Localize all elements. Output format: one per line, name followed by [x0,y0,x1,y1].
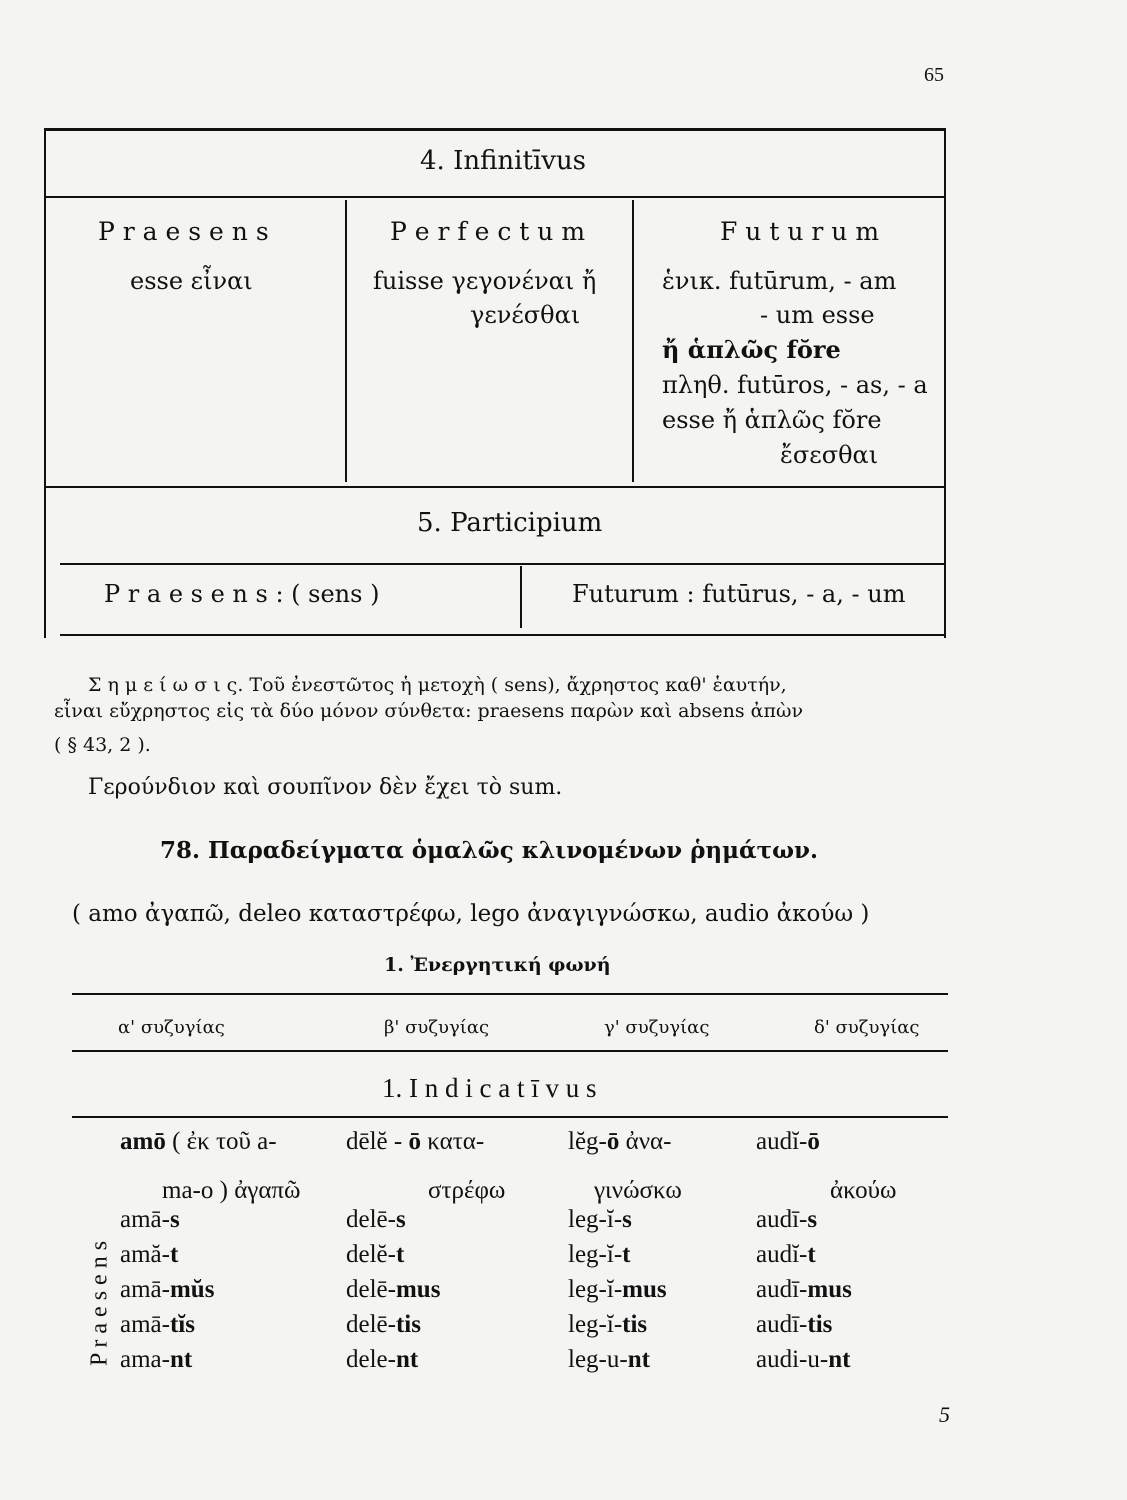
form-c1-4: amā-tĭs [120,1311,195,1338]
futurum-line-6: ἔσεσθαι [780,441,879,469]
note-line-1: Σ η μ ε ί ω σ ι ς. Τοῦ ἐνεστῶτος ἡ μετοχὴ ( sens), ἄχρηστος καθ' ἑαυτήν, [88,674,787,696]
indicative-title: 1. I n d i c a t ī v u s [382,1073,597,1103]
form-c3-3: leg-ĭ-mus [568,1276,667,1303]
header-praesens: P r a e s e n s [98,217,269,246]
header-perfectum: P e r f e c t u m [390,217,586,246]
participle-praesens: P r a e s e n s : ( sens ) [104,580,380,608]
form-c3-4: leg-ĭ-tis [568,1311,648,1338]
form-c2-1: delē-s [346,1206,406,1233]
page-number: 65 [924,64,944,86]
form-c3-2: leg-ĭ-t [568,1241,631,1268]
futurum-line-5: esse ἤ ἁπλῶς fŏre [662,406,882,434]
futurum-line-3: ἤ ἁπλῶς fŏre [662,335,841,364]
note-line-2: εἶναι εὔχρηστος εἰς τὰ δύο μόνον σύνθετα: praesens παρὼν καὶ absens ἀπὼν [54,700,804,722]
lemma-c2-gloss: στρέφω [428,1177,506,1204]
verb-examples: ( amo ἀγαπῶ, deleo καταστρέφω, lego ἀναγιγνώσκω, audio ἀκούω ) [72,901,870,927]
form-c4-3: audī-mus [756,1276,852,1303]
form-c4-2: audĭ-t [756,1241,816,1268]
form-c1-3: amā-mŭs [120,1276,215,1303]
form-c2-2: delĕ-t [346,1241,405,1268]
perfectum-line-2: γενέσθαι [470,301,581,329]
form-c3-1: leg-ĭ-s [568,1206,632,1233]
participle-futurum: Futurum : futūrus, - a, - um [572,580,906,608]
form-c1-2: amă-t [120,1241,179,1268]
footer-number: 5 [939,1402,950,1427]
futurum-line-2: - um esse [760,301,875,329]
lemma-c3-gloss: γινώσκω [594,1177,682,1204]
conjugation-header-4: δ' συζυγίας [814,1017,920,1038]
conjugation-header-1: α' συζυγίας [118,1017,225,1038]
praesens-value: esse εἶναι [130,267,253,295]
note-line-4: Γερούνδιον καὶ σουπῖνον δὲν ἔχει τὸ sum. [88,775,563,800]
lemma-c4: audĭ-ō [756,1128,820,1155]
tense-label-praesens: P r a e s e n s [86,1240,113,1367]
participle-title: 5. Participium [417,508,603,538]
form-c4-4: audī-tis [756,1311,833,1338]
infinitive-title: 4. Infinitīvus [420,146,587,176]
section-heading: 78. Παραδείγματα ὁμαλῶς κλινομένων ῥημάτων. [160,837,819,864]
lemma-c1: amō ( ἐκ τοῦ a- [120,1128,277,1155]
form-c3-5: leg-u-nt [568,1346,650,1373]
futurum-line-4: πληθ. futūros, - as, - a [662,371,928,399]
lemma-c4-gloss: ἀκούω [830,1177,897,1204]
form-c2-3: delē-mus [346,1276,441,1303]
form-c4-5: audi-u-nt [756,1346,851,1373]
form-c1-1: amā-s [120,1206,180,1233]
conjugation-header-2: β' συζυγίας [384,1017,490,1038]
lemma-c3: lĕg-ō ἀνα- [568,1128,672,1155]
form-c1-5: ama-nt [120,1346,193,1373]
conjugation-header-3: γ' συζυγίας [604,1017,710,1038]
note-line-3: ( § 43, 2 ). [54,734,151,756]
header-futurum: F u t u r u m [720,217,880,246]
lemma-c2: dēlĕ - ō κατα- [346,1128,485,1155]
form-c2-4: delē-tis [346,1311,421,1338]
perfectum-line-1: fuisse γεγονέναι ἤ [373,267,597,295]
voice-title: 1. Ἐνεργητική φωνή [384,954,611,976]
form-c4-1: audī-s [756,1206,818,1233]
lemma-c1-gloss: ma-o ) ἀγαπῶ [162,1177,301,1204]
futurum-line-1: ἑνικ. futūrum, - am [662,267,897,295]
form-c2-5: dele-nt [346,1346,419,1373]
